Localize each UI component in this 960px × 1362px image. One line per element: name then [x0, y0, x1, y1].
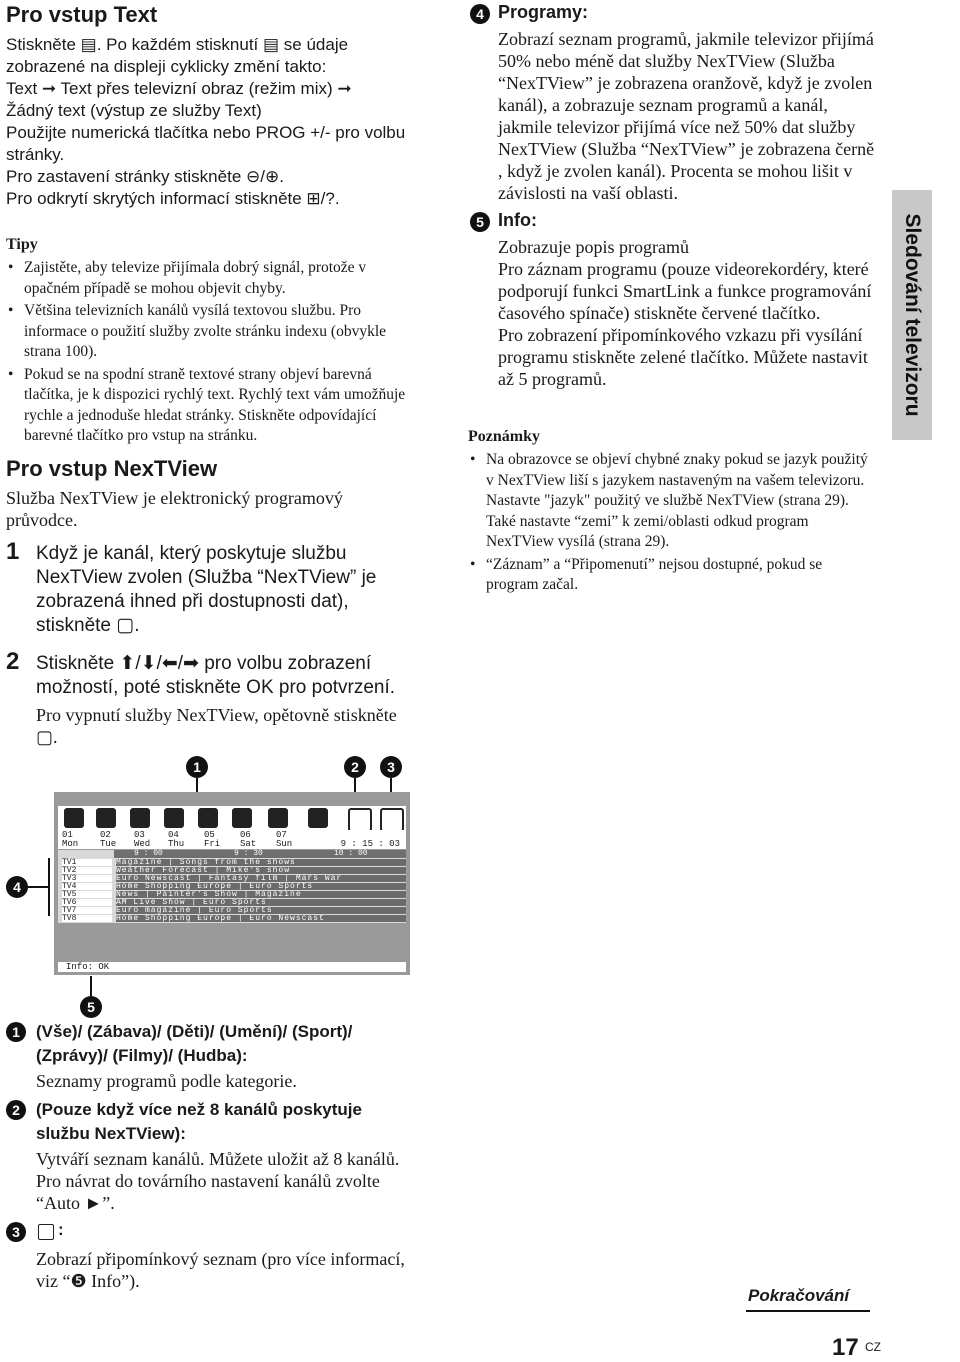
tip-item: • Zajistěte, aby televize přijímala dobrý signál, protože v opačném případě se mohou objevit chyby.: [6, 258, 411, 299]
legend-item-2: [6, 1100, 416, 1213]
music-icon[interactable]: [308, 808, 328, 828]
category-icon-bar: [58, 806, 406, 830]
reminder-icon[interactable]: [380, 808, 404, 832]
channel-row[interactable]: TV7 Euro magazine | Euro Sports: [58, 907, 406, 914]
legend-item-3: [6, 1220, 416, 1291]
date-numbers: 01 02 03 04 05 06 07: [58, 830, 406, 840]
legend-item-1: [6, 1022, 416, 1091]
right-item-5-body3: Pro zobrazení připomínkového vzkazu při vysílání programu stiskněte zelené tlačítko. Můžete nastavit až 5 programů.: [498, 325, 868, 389]
text-instruction-1c: Žádný text (výstup ze služby Text): [6, 101, 262, 120]
legend-item-1-head: (Vše)/ (Zábava)/ (Děti)/ (Umění)/ (Sport)/ (Zprávy)/ (Filmy)/ (Hudba):: [36, 1022, 353, 1065]
right-item-4-body: Zobrazí seznam programů, jakmile televizor přijímá 50% nebo méně dat služby NexTView (Služba “NexTView” je zobrazena oranžově, když je zvolen kanál), a zobrazuje seznam programů a kanál, jakmile televizor přijímá více než 50% dat služby NexTView (Služba “NexTView” je zobrazena černě , když je zvolen kanál). Procenta se mohou lišit v závislosti na vaší oblasti.: [498, 29, 875, 203]
callout-1: 1: [186, 756, 208, 778]
section-title-text: Pro vstup Text: [6, 2, 158, 27]
note-item: • “Záznam” a “Připomenutí” nejsou dostupné, pokud se program začal.: [468, 555, 873, 596]
notes-list: [468, 450, 873, 596]
sport-icon[interactable]: [198, 808, 218, 828]
program-grid: [58, 850, 406, 923]
section-title-nextview: Pro vstup NexTView: [6, 456, 218, 481]
step-2-text: Stiskněte ⬆/⬇/⬅/➡ pro volbu zobrazení možností, poté stiskněte OK pro potvrzení.: [36, 653, 396, 698]
right-item-5-text: [498, 236, 878, 390]
text-instruction-3: Pro zastavení stránky stiskněte ⊖/⊕.: [6, 167, 284, 186]
channel-row[interactable]: TV2 Weather Forecast | Mike's show: [58, 867, 406, 874]
continue-label: Pokračování: [748, 1286, 850, 1305]
movies-icon[interactable]: [268, 808, 288, 828]
right-num-4: 4: [470, 4, 490, 24]
step-2-note: Pro vypnutí služby NexTView, opětovně stiskněte ▢.: [36, 705, 397, 747]
legend-num-3: 3: [6, 1222, 26, 1242]
clock: 9 : 15 : 03: [340, 839, 400, 849]
legend-num-1: 1: [6, 1022, 26, 1042]
tips-list: [6, 258, 411, 447]
step-2-number: 2: [6, 648, 20, 675]
text-instruction-1b: Text ➞ Text přes televizní obraz (režim mix) ➞: [6, 79, 352, 98]
legend-item-1-body: Seznamy programů podle kategorie.: [36, 1071, 297, 1091]
date-days: Mon Tue Wed Thu Fri Sat Sun 9 : 15 : 03: [58, 840, 406, 849]
right-item-5: [470, 210, 880, 389]
entertainment-icon[interactable]: [96, 808, 116, 828]
arts-icon[interactable]: [164, 808, 184, 828]
channel-list-icon[interactable]: [348, 808, 372, 832]
legend-item-3-head: :: [58, 1220, 64, 1239]
right-item-4-head: Programy:: [498, 2, 589, 22]
channel-row[interactable]: TV6 AM Live Show | Euro Sports: [58, 899, 406, 906]
right-item-5-body1: Zobrazuje popis programů: [498, 237, 689, 257]
text-instruction-1: Stiskněte ▤. Po každém stisknutí ▤ se údaje zobrazené na displeji cyklicky změní takto:: [6, 35, 349, 76]
tip-item: • Většina televizních kanálů vysílá textovou službu. Pro informace o použití služby zvolte stránku indexu (obvykle strana 100).: [6, 301, 411, 363]
tip-item: • Pokud se na spodní straně textové strany objeví barevná tlačítka, je k dispozici rychlý text. Rychlý text vám umožňuje rychle a jednoduše hledat stránky. Stiskněte odpovídající barevné tlačítko pro vstup na stránku.: [6, 365, 411, 447]
right-item-4: [470, 2, 880, 203]
reminder-icon: [38, 1224, 54, 1240]
channel-row[interactable]: TV4 Home Shopping Europe | Euro Sports: [58, 883, 406, 890]
step-1-text: Když je kanál, který poskytuje službu NexTView zvolen (Služba “NexTView” je zobrazená ihned při dostupnosti dat), stiskněte ▢.: [36, 543, 377, 636]
tips-title: Tipy: [6, 236, 38, 253]
channel-row[interactable]: TV8 Home Shopping Europe | Euro Newscast: [58, 915, 406, 922]
right-num-5: 5: [470, 212, 490, 232]
legend-num-2: 2: [6, 1100, 26, 1120]
callout-4: 4: [6, 876, 28, 898]
step-1-number: 1: [6, 538, 20, 565]
callout-2: 2: [344, 756, 366, 778]
page-number: 17: [832, 1334, 859, 1361]
side-tab-label: Sledování televizoru: [901, 213, 924, 417]
text-instruction-4: Pro odkrytí skrytých informací stiskněte ⊞/?.: [6, 189, 340, 208]
nextview-screen: [54, 792, 410, 975]
legend-item-2-body: Vytváří seznam kanálů. Můžete uložit až 8 kanálů. Pro návrat do továrního nastavení kanálů zvolte “Auto ►”.: [36, 1149, 400, 1213]
all-icon[interactable]: [64, 808, 84, 828]
text-instruction-2: Použijte numerická tlačítka nebo PROG +/- pro volbu stránky.: [6, 123, 406, 164]
text-instructions: [6, 34, 416, 210]
info-bar: Info: OK: [58, 962, 406, 972]
callout-5: 5: [80, 996, 102, 1018]
note-item: • Na obrazovce se objeví chybné znaky pokud se jazyk použitý v NexTView liší s jazykem nastaveným na vašem televizoru. Nastavte "jazyk" použitý ve službě NexTView (strana 29). Také nastavte “zemi” k zemi/oblasti odkud program NexTView vysílá (strana 29).: [468, 450, 873, 553]
time-row: 9 : 00 9 : 30 10 : 00: [114, 850, 406, 858]
kids-icon[interactable]: [130, 808, 150, 828]
channel-row[interactable]: TV1 Magazine | Songs from the shows: [58, 859, 406, 866]
channel-row[interactable]: TV3 Euro Newscast | Fantasy film | Mars War: [58, 875, 406, 882]
right-item-5-head: Info:: [498, 210, 537, 230]
callout-3: 3: [380, 756, 402, 778]
side-tab: [892, 190, 932, 440]
page-lang: CZ: [865, 1340, 881, 1354]
right-item-5-body2: Pro záznam programu (pouze videorekordéry, které podporují funkci SmartLink a funkce programování časového spínače) stiskněte červené tlačítko.: [498, 259, 872, 323]
news-icon[interactable]: [232, 808, 252, 828]
nextview-intro: Služba NexTView je elektronický programový průvodce.: [6, 488, 343, 530]
legend-item-2-head: (Pouze když více než 8 kanálů poskytuje službu NexTView):: [36, 1100, 362, 1143]
legend-item-3-body: Zobrazí připomínkový seznam (pro více informací, viz “❺ Info”).: [36, 1249, 405, 1291]
notes-title: Poznámky: [468, 428, 540, 445]
channel-row[interactable]: TV5 News | Painter's Show | Magazine: [58, 891, 406, 898]
